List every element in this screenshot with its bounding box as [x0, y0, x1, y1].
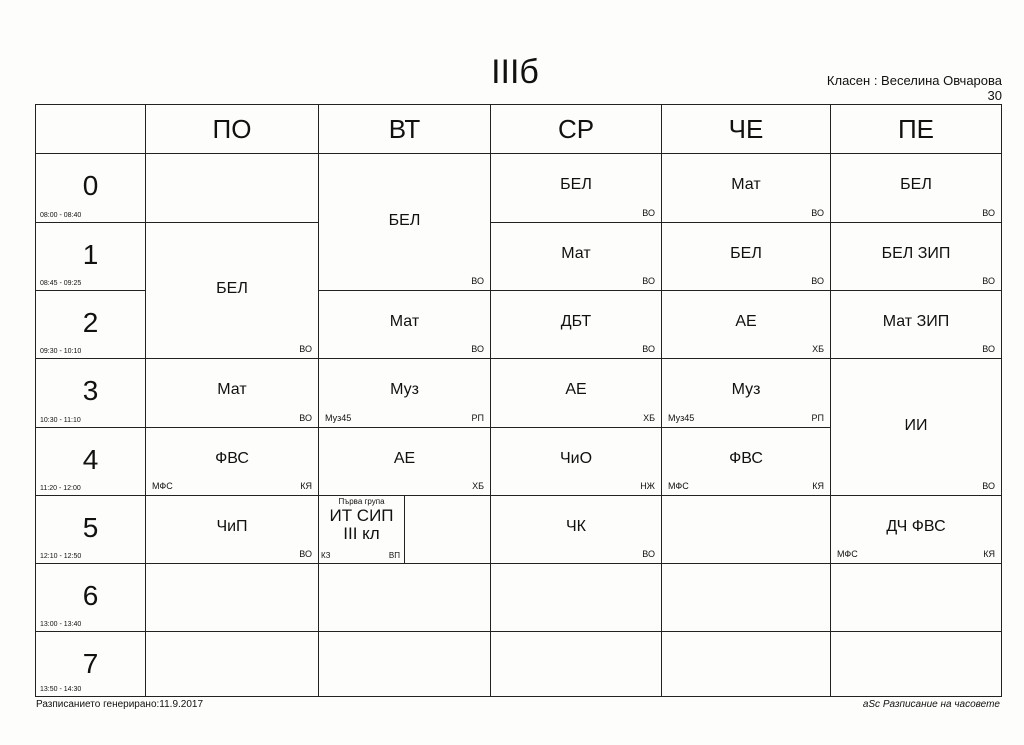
lesson-room: ХБ	[472, 481, 484, 491]
lesson-room: РП	[471, 413, 484, 423]
software-credit: aSc Разписание на часовете	[862, 699, 1000, 710]
period-cell	[35, 290, 146, 359]
lesson-subject: АЕ	[393, 450, 416, 467]
lesson-room: КЯ	[812, 481, 824, 491]
empty-cell	[145, 631, 319, 697]
lesson-room: ВО	[642, 208, 655, 218]
lesson-subject: БЕЛ	[900, 176, 932, 193]
lesson-subject: ЧК	[566, 518, 586, 535]
lesson-subject: БЕЛ	[730, 245, 762, 262]
period-number: 0	[82, 170, 99, 201]
lesson-cell[interactable]	[830, 290, 1002, 359]
lesson-cell[interactable]	[318, 290, 491, 359]
period-number: 7	[82, 648, 99, 679]
group-subject-line1: ИТ СИП	[329, 506, 394, 525]
lesson-room: ВО	[811, 276, 824, 286]
lesson-cell[interactable]	[661, 358, 831, 428]
lesson-room: ХБ	[643, 413, 655, 423]
generated-date: Разписанието генерирано:11.9.2017	[36, 699, 204, 710]
period-cell	[35, 222, 146, 291]
period-cell	[35, 427, 146, 496]
empty-cell	[661, 495, 831, 564]
lesson-room: ВО	[982, 344, 995, 354]
lesson-room: ВО	[642, 549, 655, 559]
lesson-cell[interactable]	[145, 427, 319, 496]
lesson-cell[interactable]	[145, 495, 319, 564]
group-teacher: КЗ	[321, 551, 331, 560]
lesson-room: РП	[811, 413, 824, 423]
class-teacher: Класен : Веселина Овчарова	[826, 73, 1002, 88]
empty-cell	[490, 563, 662, 632]
empty-cell	[318, 563, 491, 632]
period-time: 11:20 - 12:00	[40, 485, 81, 492]
period-number: 4	[82, 444, 99, 475]
period-cell	[35, 495, 146, 564]
lesson-room: ВО	[982, 276, 995, 286]
lesson-cell[interactable]	[145, 222, 319, 359]
lesson-cell[interactable]	[490, 222, 662, 291]
period-time: 09:30 - 10:10	[40, 348, 82, 355]
lesson-cell[interactable]	[145, 358, 319, 428]
lesson-room: ВО	[471, 344, 484, 354]
day-header: ЧЕ	[661, 104, 831, 154]
corner-cell	[35, 104, 146, 154]
period-time: 13:00 - 13:40	[40, 621, 82, 628]
day-header: ПЕ	[830, 104, 1002, 154]
empty-cell	[145, 153, 319, 223]
period-cell	[35, 563, 146, 632]
lesson-subject: АЕ	[565, 381, 587, 398]
lesson-cell[interactable]	[490, 153, 662, 223]
lesson-subject: ФВС	[729, 450, 763, 467]
period-number: 5	[82, 512, 99, 543]
lesson-subject: БЕЛ	[388, 211, 421, 229]
lesson-teacher: Муз45	[668, 413, 695, 423]
lesson-teacher: МФС	[668, 481, 689, 491]
empty-cell	[661, 563, 831, 632]
lesson-teacher: Муз45	[325, 413, 352, 423]
lesson-cell[interactable]	[830, 222, 1002, 291]
period-number: 2	[82, 307, 99, 338]
lesson-cell[interactable]	[490, 290, 662, 359]
lesson-subject: ФВС	[215, 450, 249, 467]
lesson-room: ВО	[982, 208, 995, 218]
empty-cell	[830, 563, 1002, 632]
day-header: СР	[490, 104, 662, 154]
period-number: 1	[82, 239, 99, 270]
class-title: IIIб	[491, 53, 539, 91]
period-time: 13:50 - 14:30	[40, 686, 82, 693]
period-number: 3	[82, 375, 99, 406]
lesson-cell[interactable]	[318, 358, 491, 428]
timetable-grid	[35, 104, 1001, 696]
day-header: ПО	[145, 104, 319, 154]
empty-cell	[830, 631, 1002, 697]
lesson-cell[interactable]	[661, 222, 831, 291]
lesson-room: ВО	[642, 344, 655, 354]
period-time: 12:10 - 12:50	[40, 553, 82, 560]
lesson-subject: ДБТ	[560, 313, 592, 330]
group-lesson[interactable]	[319, 496, 405, 563]
lesson-cell[interactable]	[830, 495, 1002, 564]
lesson-room: ВО	[299, 549, 312, 559]
room-number: 30	[987, 88, 1002, 103]
lesson-teacher: МФС	[837, 549, 858, 559]
lesson-subject: Мат	[731, 176, 761, 193]
lesson-subject: ЧиО	[559, 450, 593, 467]
lesson-cell[interactable]	[830, 358, 1002, 496]
lesson-subject: БЕЛ	[560, 176, 592, 193]
lesson-room: ВО	[299, 344, 312, 354]
lesson-subject: Мат ЗИП	[882, 313, 950, 330]
lesson-cell[interactable]	[661, 153, 831, 223]
day-header: ВТ	[318, 104, 491, 154]
lesson-teacher: МФС	[152, 481, 173, 491]
lesson-subject: ЧиП	[216, 518, 248, 535]
lesson-room: ВО	[642, 276, 655, 286]
lesson-cell[interactable]	[490, 495, 662, 564]
empty-cell	[145, 563, 319, 632]
lesson-room: ХБ	[812, 344, 824, 354]
lesson-subject: БЕЛ	[216, 280, 248, 297]
lesson-room: ВО	[471, 276, 484, 286]
period-number: 6	[82, 580, 99, 611]
lesson-cell[interactable]	[661, 290, 831, 359]
lesson-subject: АЕ	[735, 313, 757, 330]
lesson-subject: Муз	[731, 381, 761, 398]
lesson-room: КЯ	[983, 549, 995, 559]
lesson-room: КЯ	[300, 481, 312, 491]
lesson-cell[interactable]	[490, 427, 662, 496]
lesson-room: ВО	[982, 481, 995, 491]
period-time: 08:45 - 09:25	[40, 280, 82, 287]
group-room: ВП	[388, 551, 400, 560]
group-caption: Първа група	[338, 497, 385, 506]
lesson-cell[interactable]	[318, 427, 491, 496]
lesson-cell[interactable]	[490, 358, 662, 428]
lesson-cell[interactable]	[661, 427, 831, 496]
lesson-subject: БЕЛ ЗИП	[881, 245, 951, 262]
lesson-subject: Мат	[561, 245, 591, 262]
lesson-cell[interactable]	[318, 153, 491, 291]
lesson-room: ВО	[299, 413, 312, 423]
period-cell	[35, 358, 146, 428]
lesson-subject: Мат	[217, 381, 247, 398]
lesson-room: ВО	[811, 208, 824, 218]
lesson-subject: ДЧ ФВС	[886, 518, 946, 535]
empty-cell	[490, 631, 662, 697]
period-time: 08:00 - 08:40	[40, 212, 82, 219]
empty-cell	[661, 631, 831, 697]
period-time: 10:30 - 11:10	[40, 417, 81, 424]
lesson-room: НЖ	[640, 481, 655, 491]
period-cell	[35, 631, 146, 697]
lesson-cell[interactable]	[830, 153, 1002, 223]
group-lesson-cell[interactable]	[318, 495, 491, 564]
lesson-subject: ИИ	[904, 416, 928, 434]
period-cell	[35, 153, 146, 223]
group-subject-line2: III кл	[343, 524, 380, 543]
lesson-subject: Муз	[390, 381, 419, 398]
lesson-subject: Мат	[389, 313, 420, 330]
empty-cell	[318, 631, 491, 697]
